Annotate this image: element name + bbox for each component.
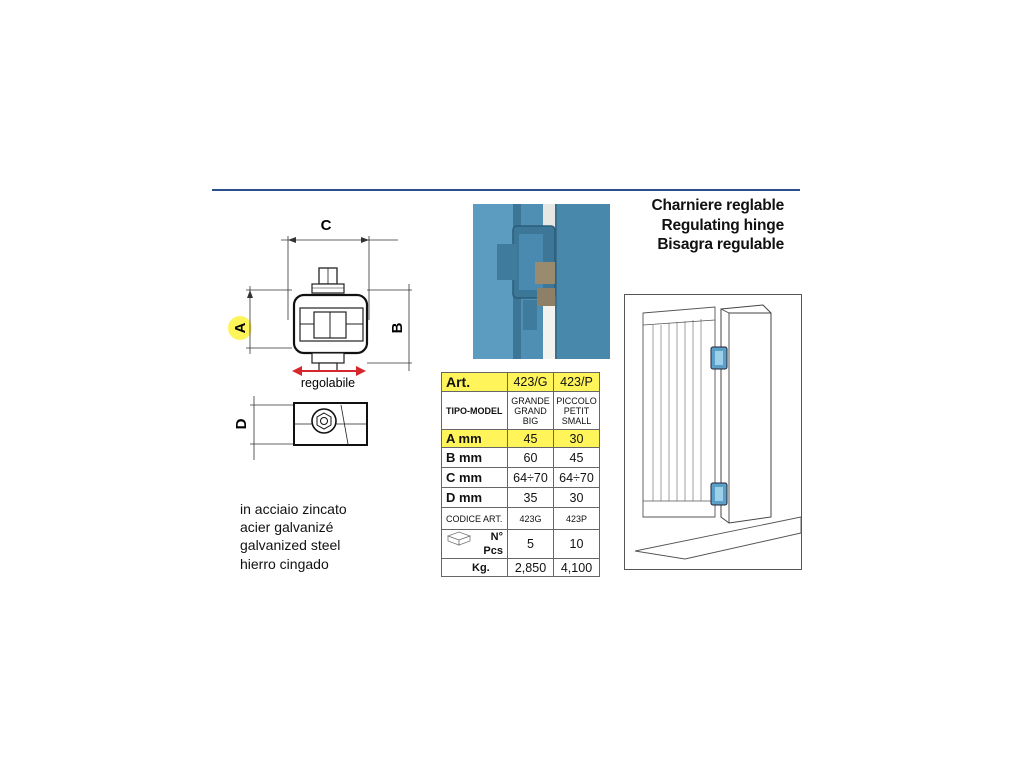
model-col2-fr: PETIT [563, 405, 590, 416]
dimension-label-a: A [232, 322, 249, 334]
installation-sketch [624, 294, 802, 570]
kg-col1: 2,850 [508, 559, 554, 577]
table-header-row [442, 373, 600, 392]
table-row [442, 448, 600, 468]
row-label: D mm [442, 488, 508, 508]
table-row [442, 430, 600, 448]
model-col1-fr: GRAND [514, 405, 547, 416]
row-value: 30 [554, 488, 600, 508]
code-row [442, 508, 600, 530]
row-label: B mm [442, 448, 508, 468]
title-spanish: Bisagra regulable [657, 236, 784, 253]
table-row [442, 468, 600, 488]
package-icon [446, 530, 472, 546]
model-label: TIPO-MODEL [442, 392, 508, 430]
row-label: C mm [442, 468, 508, 488]
model-col2-en: SMALL [561, 415, 592, 426]
product-photo [473, 204, 610, 359]
kg-col2: 4,100 [554, 559, 600, 577]
kg-row [442, 559, 600, 577]
row-value: 64÷70 [554, 468, 600, 488]
material-french: acier galvanizé [240, 519, 334, 536]
pcs-col1: 5 [508, 530, 554, 559]
code-label: CODICE ART. [442, 508, 508, 530]
model-col1-it: GRANDE [511, 395, 550, 406]
model-row [442, 392, 600, 430]
material-italian: in acciaio zincato [240, 501, 347, 517]
code-col1: 423G [508, 508, 554, 530]
row-value: 64÷70 [508, 468, 554, 488]
pcs-text: N° Pcs [483, 531, 503, 557]
row-value: 60 [508, 448, 554, 468]
product-title [640, 196, 784, 255]
spec-table [441, 372, 600, 577]
article-col2: 423/P [554, 373, 600, 392]
dimension-label-c: C [320, 217, 332, 234]
title-french: Charniere reglable [651, 197, 784, 214]
material-spanish: hierro cingado [240, 555, 329, 572]
row-value: 35 [508, 488, 554, 508]
model-col2-it: PICCOLO [556, 395, 597, 406]
model-col1-en: BIG [522, 415, 539, 426]
top-divider [212, 189, 800, 191]
hinge-technical-drawing [226, 208, 422, 468]
dimension-label-d: D [233, 418, 250, 430]
material-english: galvanized steel [240, 537, 341, 554]
pcs-col2: 10 [554, 530, 600, 559]
kg-label: Kg. [442, 559, 508, 577]
regolabile-label: regolabile [300, 376, 356, 390]
model-col1 [508, 392, 554, 430]
row-value: 45 [508, 430, 554, 448]
title-english: Regulating hinge [661, 216, 784, 234]
article-col1: 423/G [508, 373, 554, 392]
code-col2: 423P [554, 508, 600, 530]
dimension-label-b: B [389, 322, 406, 334]
article-header: Art. [442, 373, 508, 392]
material-description [240, 500, 347, 573]
model-col2 [554, 392, 600, 430]
pcs-label [442, 530, 508, 559]
row-value: 30 [554, 430, 600, 448]
row-label: A mm [442, 430, 508, 448]
table-row [442, 488, 600, 508]
pcs-row [442, 530, 600, 559]
row-value: 45 [554, 448, 600, 468]
